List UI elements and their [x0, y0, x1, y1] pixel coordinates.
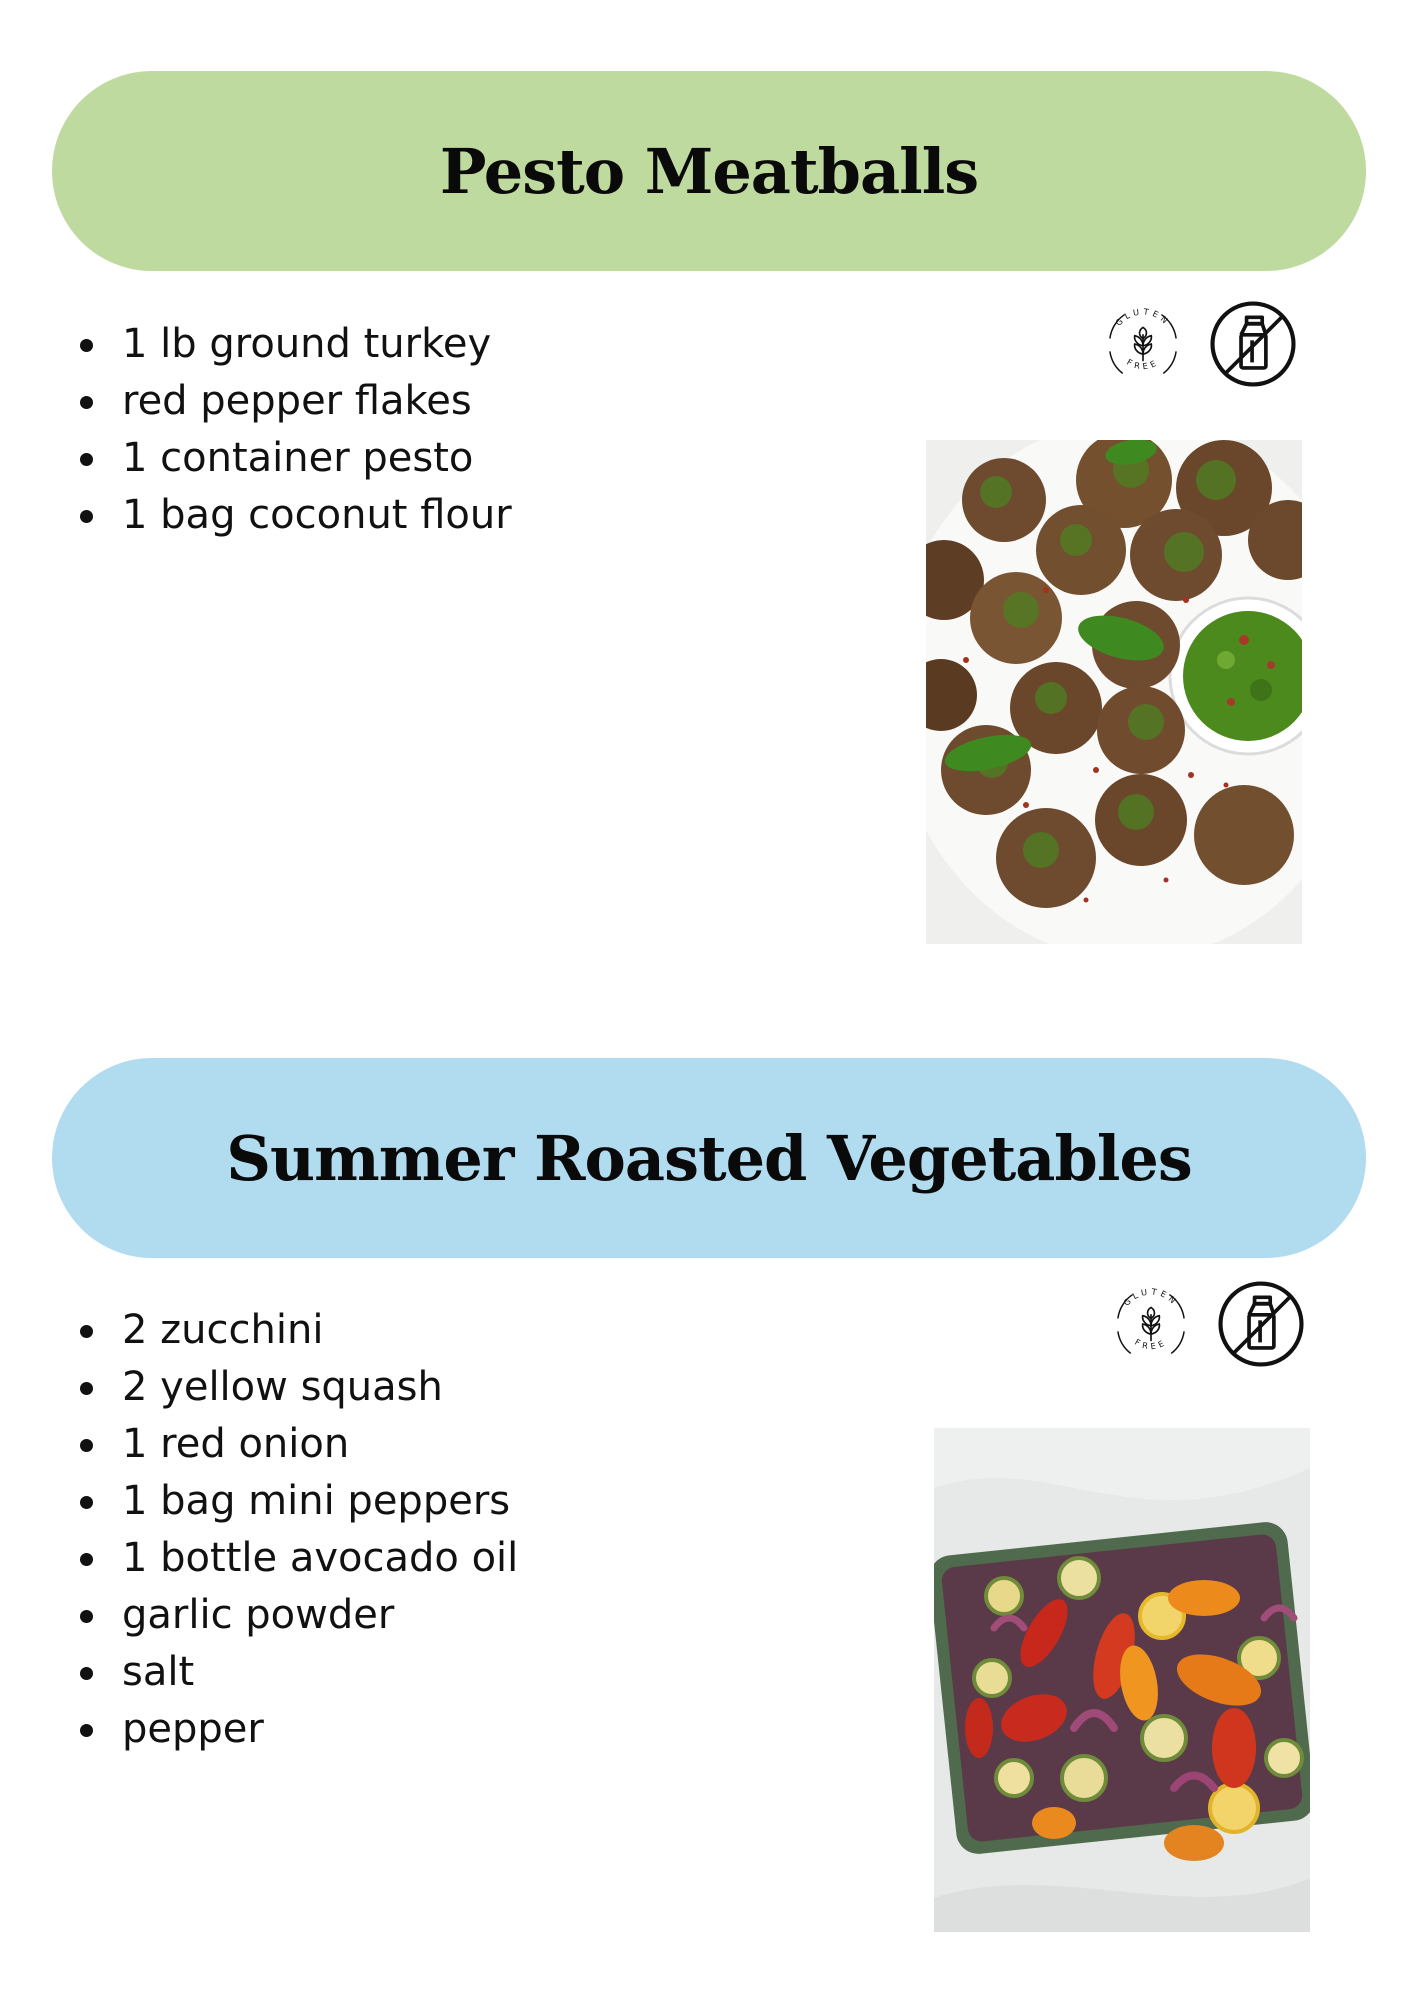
meatballs-image [926, 440, 1302, 944]
ingredient-item: red pepper flakes [72, 373, 512, 430]
recipe-title: Summer Roasted Vegetables [226, 1121, 1192, 1195]
gluten-free-badge-icon [1105, 1278, 1197, 1370]
bullet-icon [80, 1382, 93, 1395]
ingredient-item: 2 yellow squash [72, 1359, 518, 1416]
ingredient-item: 1 lb ground turkey [72, 316, 512, 373]
ingredient-item: 2 zucchini [72, 1302, 518, 1359]
svg-text:GLUTEN: GLUTEN [1121, 1286, 1181, 1308]
recipe-pesto-meatballs [0, 0, 1414, 990]
meatballs-photo [926, 440, 1302, 944]
recipe-summer-roasted-vegetables [0, 990, 1414, 2000]
roasted-vegetables-image [934, 1428, 1310, 1932]
ingredient-list [72, 1302, 518, 1758]
recipe-title: Pesto Meatballs [439, 134, 979, 208]
svg-text:GLUTEN: GLUTEN [1113, 306, 1173, 328]
ingredient-item: garlic powder [72, 1587, 518, 1644]
ingredient-item: 1 bag mini peppers [72, 1473, 518, 1530]
ingredient-item: 1 bottle avocado oil [72, 1530, 518, 1587]
bullet-icon [80, 1553, 93, 1566]
ingredient-item: salt [72, 1644, 518, 1701]
bullet-icon [80, 1667, 93, 1680]
svg-text:FREE: FREE [1133, 1336, 1169, 1352]
svg-text:FREE: FREE [1125, 356, 1161, 372]
ingredient-item: 1 red onion [72, 1416, 518, 1473]
bullet-icon [80, 453, 93, 466]
dairy-free-badge-icon [1207, 298, 1299, 390]
roasted-vegetables-photo [934, 1428, 1310, 1932]
bullet-icon [80, 1610, 93, 1623]
bullet-icon [80, 339, 93, 352]
ingredient-item: pepper [72, 1701, 518, 1758]
recipe-title-banner [52, 71, 1366, 271]
gluten-free-badge-icon [1097, 298, 1189, 390]
ingredient-list [72, 316, 512, 544]
bullet-icon [80, 1325, 93, 1338]
dairy-free-badge-icon [1215, 1278, 1307, 1370]
diet-badges [1097, 298, 1299, 390]
diet-badges [1105, 1278, 1307, 1370]
bullet-icon [80, 1496, 93, 1509]
bullet-icon [80, 396, 93, 409]
bullet-icon [80, 1724, 93, 1737]
recipe-title-banner [52, 1058, 1366, 1258]
ingredient-item: 1 bag coconut flour [72, 487, 512, 544]
bullet-icon [80, 510, 93, 523]
bullet-icon [80, 1439, 93, 1452]
ingredient-item: 1 container pesto [72, 430, 512, 487]
